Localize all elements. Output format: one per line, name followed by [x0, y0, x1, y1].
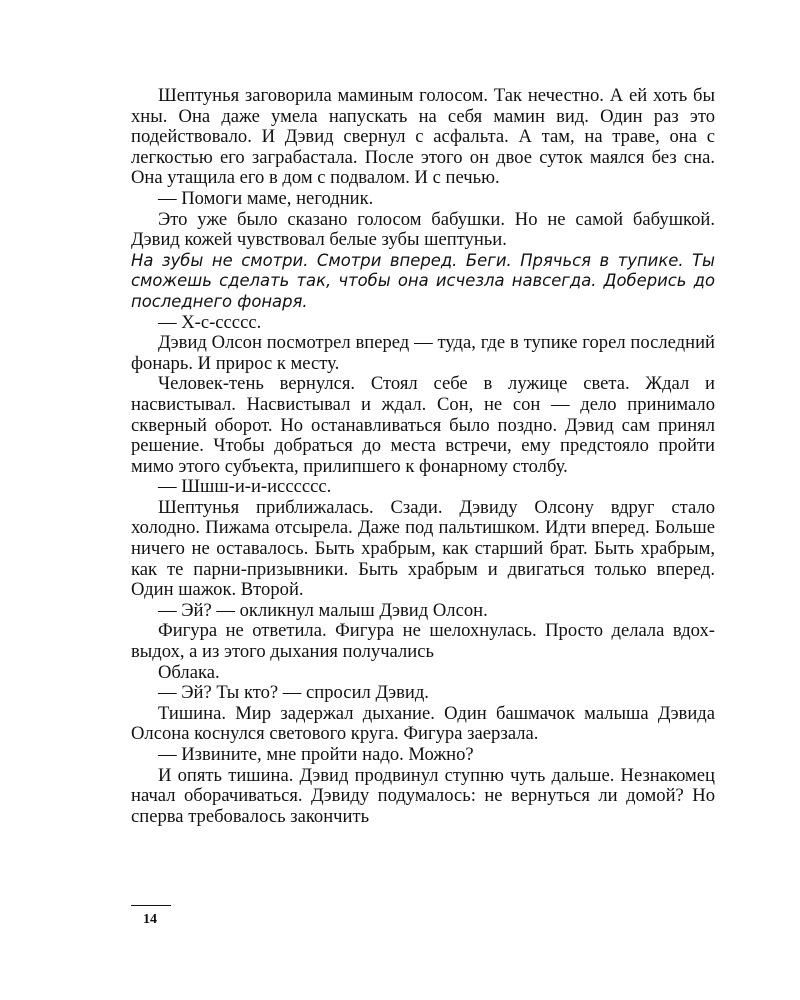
paragraph-8: — Шшш-и-и-исссссс. [158, 476, 332, 498]
paragraph-9: Шептунья приближалась. Сзади. Дэвиду Олсону вдруг стало холодно. Пижама отсырела. Даже под пальтишком. Идти вперед. Больше ничего не оставалось. Быть храбрым, как старший брат. Быть храбрым, как те парни-призывники. Быть храбрым и двигаться только вперед. Один шажок. Второй. [131, 496, 715, 601]
book-page-text [131, 86, 715, 827]
paragraph-16: И опять тишина. Дэвид продвинул ступню чуть дальше. Незнакомец начал оборачиваться. Дэвиду подумалось: не вернуться ли домой? Но сперва требовалось закончить [131, 764, 715, 827]
paragraph-2: — Помоги маме, негодник. [158, 187, 374, 209]
paragraph-10: — Эй? — окликнул малыш Дэвид Олсон. [158, 599, 488, 621]
paragraph-13: — Эй? Ты кто? — спросил Дэвид. [158, 682, 429, 704]
paragraph-6: Дэвид Олсон посмотрел вперед — туда, где в тупике горел последний фонарь. И прирос к месту. [131, 332, 715, 374]
paragraph-1: Шептунья заговорила маминым голосом. Так нечестно. А ей хоть бы хны. Она даже умела напускать на себя мамин вид. Один раз это подействовало. И Дэвид свернул с асфальта. А там, на траве, она с легкостью его заграбастала. После этого он двое суток маялся без сна. Она утащила его в дом с подвалом. И с печью. [131, 85, 715, 189]
paragraph-3: Это уже было сказано голосом бабушки. Но не самой бабушкой. Дэвид кожей чувствовал белые зубы шептуньи. [131, 208, 715, 251]
page-number: 14 [143, 912, 157, 927]
paragraph-12: Облака. [158, 661, 220, 683]
paragraph-5: — Х-с-ссссс. [158, 311, 262, 333]
paragraph-7: Человек-тень вернулся. Стоял себе в лужице света. Ждал и насвистывал. Насвистывал и ждал. Сон, не сон — дело принимало скверный оборот. Но останавливаться было поздно. Дэвид сам принял решение. Чтобы добраться до места встречи, ему предстояло пройти мимо этого субъекта, прилипшего к фонарному столбу. [131, 373, 715, 477]
paragraph-15: — Извините, мне пройти надо. Можно? [158, 744, 474, 765]
paragraph-14: Тишина. Мир задержал дыхание. Один башмачок малыша Дэвида Олсона коснулся светового круга. Фигура заерзала. [131, 702, 715, 745]
italic-thought: На зубы не смотри. Смотри вперед. Беги. Прячься в тупике. Ты сможешь сделать так, чтобы она исчезла навсегда. Доберись до последнего фонаря. [131, 250, 715, 311]
paragraph-11: Фигура не ответила. Фигура не шелохнулась. Просто делала вдох-выдох, а из этого дыхания получались [131, 620, 715, 663]
footer-rule [131, 905, 171, 906]
page-footer [131, 905, 171, 928]
